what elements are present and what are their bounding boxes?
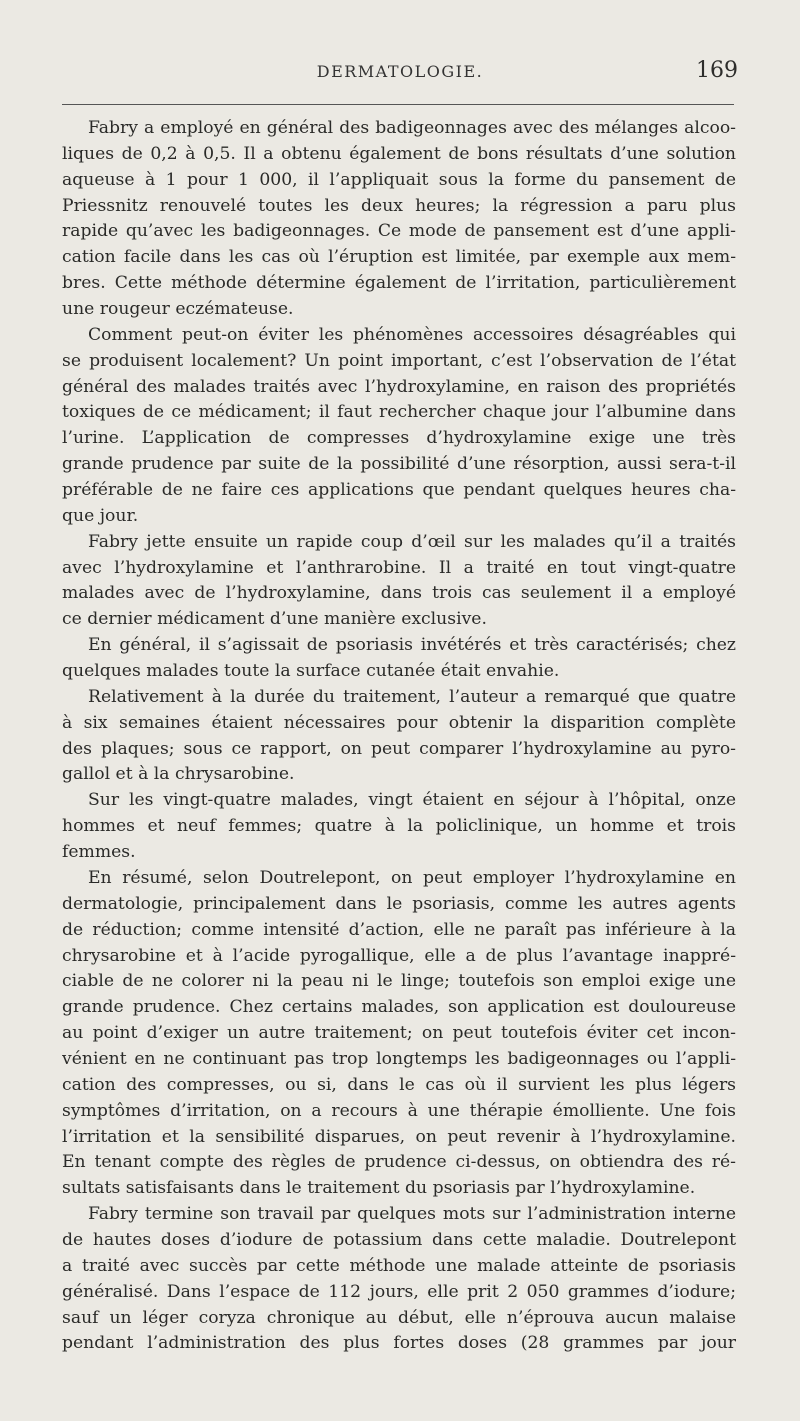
- text-line: vénient en ne continuant pas trop longtemps les badigeonnages ou l’appli-: [62, 1048, 736, 1069]
- text-line: Comment peut-on éviter les phénomènes accessoires désagréables qui: [88, 324, 736, 345]
- text-line: au point d’exiger un autre traitement; on peut toutefois éviter cet incon-: [62, 1023, 736, 1044]
- text-line: En général, il s’agissait de psoriasis invétérés et très caractérisés; chez: [88, 635, 736, 656]
- text-line: Relativement à la durée du traitement, l’auteur a remarqué que quatre: [88, 686, 736, 707]
- text-line: que jour.: [62, 505, 139, 526]
- text-line: bres. Cette méthode détermine également de l’irritation, particulièrement: [62, 273, 736, 294]
- text-line: de réduction; comme intensité d’action, elle ne paraît pas inférieure à la: [62, 919, 736, 940]
- text-line: En résumé, selon Doutrelepont, on peut employer l’hydroxylamine en: [88, 867, 736, 888]
- text-line: En tenant compte des règles de prudence ci-dessus, on obtiendra des ré-: [62, 1152, 736, 1173]
- text-line: femmes.: [62, 842, 136, 863]
- text-line: l’urine. L’application de compresses d’hydroxylamine exige une très: [62, 428, 736, 449]
- text-line: général des malades traités avec l’hydroxylamine, en raison des propriétés: [62, 376, 736, 397]
- header-rule: [62, 104, 734, 105]
- text-line: avec l’hydroxylamine et l’anthrarobine. Il a traité en tout vingt-quatre: [62, 557, 736, 578]
- running-head: [62, 58, 738, 92]
- text-line: préférable de ne faire ces applications que pendant quelques heures cha-: [62, 480, 736, 501]
- text-line: à six semaines étaient nécessaires pour obtenir la disparition complète: [62, 712, 736, 733]
- text-line: ce dernier médicament d’une manière exclusive.: [62, 609, 487, 630]
- text-line: quelques malades toute la surface cutanée était envahie.: [62, 661, 560, 682]
- text-line: aqueuse à 1 pour 1 000, il l’appliquait sous la forme du pansement de: [62, 169, 736, 190]
- text-line: cation facile dans les cas où l’éruption est limitée, par exemple aux mem-: [62, 247, 736, 268]
- text-line: l’irritation et la sensibilité disparues, on peut revenir à l’hydroxylamine.: [62, 1126, 736, 1147]
- text-line: liques de 0,2 à 0,5. Il a obtenu également de bons résultats d’une solution: [62, 143, 736, 164]
- text-line: sauf un léger coryza chronique au début, elle n’éprouva aucun malaise: [62, 1307, 736, 1328]
- text-line: Sur les vingt-quatre malades, vingt étaient en séjour à l’hôpital, onze: [88, 790, 736, 811]
- text-line: Fabry a employé en général des badigeonnages avec des mélanges alcoo-: [88, 118, 736, 138]
- page-number: 169: [696, 58, 738, 83]
- text-line: chrysarobine et à l’acide pyrogallique, elle a de plus l’avantage inappré-: [62, 945, 736, 966]
- text-line: pendant l’administration des plus fortes doses (28 grammes par jour: [62, 1333, 736, 1354]
- text-line: toxiques de ce médicament; il faut rechercher chaque jour l’albumine dans: [62, 402, 736, 423]
- text-line: sultats satisfaisants dans le traitement du psoriasis par l’hydroxylamine.: [62, 1178, 696, 1199]
- text-line: malades avec de l’hydroxylamine, dans trois cas seulement il a employé: [62, 583, 736, 604]
- text-line: grande prudence par suite de la possibilité d’une résorption, aussi sera-t-il: [62, 454, 736, 475]
- text-line: cation des compresses, ou si, dans le cas où il survient les plus légers: [62, 1074, 736, 1095]
- text-line: une rougeur eczémateuse.: [62, 299, 294, 320]
- text-line: rapide qu’avec les badigeonnages. Ce mode de pansement est d’une appli-: [62, 221, 736, 242]
- body-text: [62, 116, 736, 1357]
- text-line: Fabry jette ensuite un rapide coup d’œil sur les malades qu’il a traités: [88, 531, 736, 552]
- text-line: ciable de ne colorer ni la peau ni le linge; toutefois son emploi exige une: [62, 971, 736, 992]
- text-line: Fabry termine son travail par quelques mots sur l’administration interne: [88, 1204, 736, 1225]
- text-line: grande prudence. Chez certains malades, son application est douloureuse: [62, 997, 736, 1018]
- text-line: Priessnitz renouvelé toutes les deux heures; la régression a paru plus: [62, 195, 736, 216]
- text-line: dermatologie, principalement dans le psoriasis, comme les autres agents: [62, 893, 736, 914]
- text-line: hommes et neuf femmes; quatre à la policlinique, un homme et trois: [62, 816, 736, 837]
- text-line: généralisé. Dans l’espace de 112 jours, elle prit 2 050 grammes d’iodure;: [62, 1281, 736, 1302]
- text-line: se produisent localement? Un point important, c’est l’observation de l’état: [62, 350, 736, 371]
- text-line: gallol et à la chrysarobine.: [62, 764, 295, 785]
- text-line: symptômes d’irritation, on a recours à une thérapie émolliente. Une fois: [62, 1100, 736, 1121]
- text-line: a traité avec succès par cette méthode une malade atteinte de psoriasis: [62, 1255, 736, 1276]
- text-line: de hautes doses d’iodure de potassium dans cette maladie. Doutrelepont: [62, 1229, 736, 1250]
- text-line: des plaques; sous ce rapport, on peut comparer l’hydroxylamine au pyro-: [62, 738, 736, 759]
- running-title: DERMATOLOGIE.: [316, 62, 484, 81]
